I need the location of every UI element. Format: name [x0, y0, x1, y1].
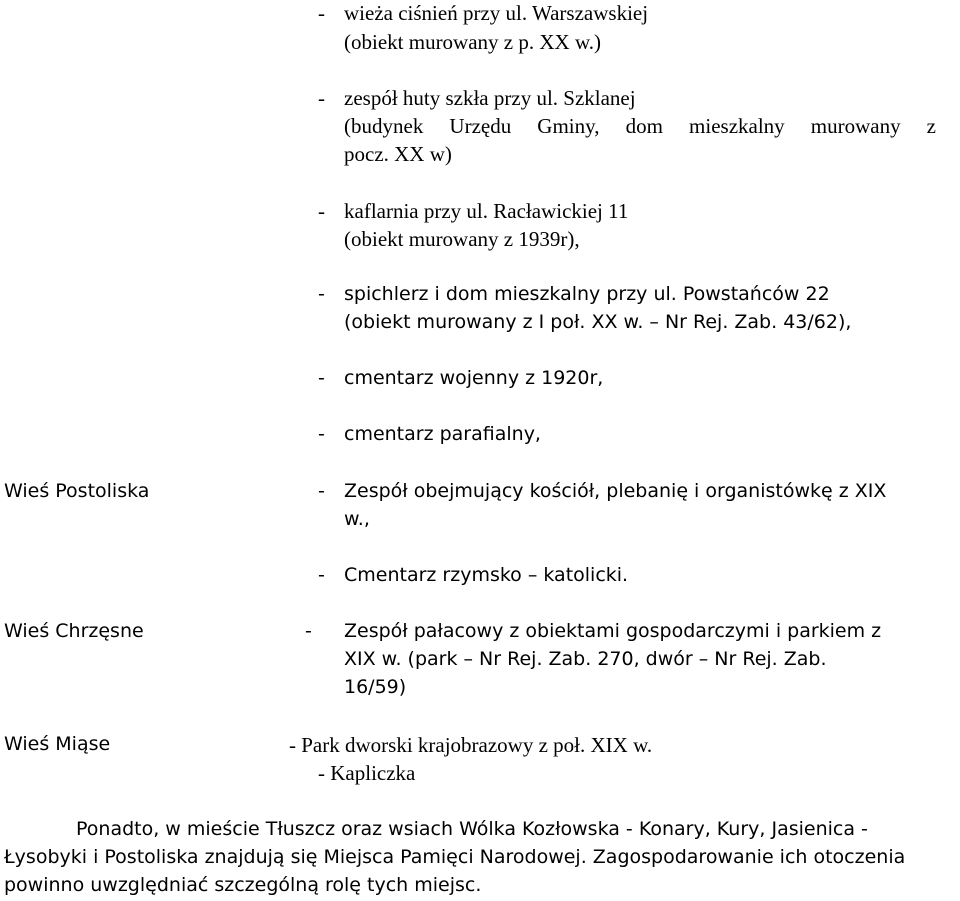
paragraph-line: Łysobyki i Postoliska znajdują się Miejsca Pamięci Narodowej. Zagospodarowanie ich otoczenia — [4, 846, 906, 868]
list-item-text: - Park dworski krajobrazowy z poł. XIX w. — [289, 733, 653, 757]
list-item-text: Cmentarz rzymsko – katolicki. — [344, 564, 629, 586]
village-name: Wieś Chrzęsne — [4, 620, 144, 642]
village-name: Wieś Postoliska — [4, 480, 150, 502]
list-dash: - — [318, 283, 325, 305]
village-name: Wieś Miąse — [4, 733, 111, 755]
list-item-text: pocz. XX w) — [344, 142, 452, 166]
list-item-text: cmentarz wojenny z 1920r, — [344, 367, 604, 389]
list-dash: - — [318, 480, 325, 502]
list-item-text: zespół huty szkła przy ul. Szklanej — [344, 86, 636, 110]
list-item-text: (obiekt murowany z I poł. XX w. – Nr Rej. Zab. 43/62), — [344, 311, 852, 333]
word: Urzędu — [449, 114, 512, 138]
list-dash: - — [318, 423, 325, 445]
paragraph-line: Ponadto, w mieście Tłuszcz oraz wsiach Wólka Kozłowska - Konary, Kury, Jasienica - — [76, 818, 868, 840]
list-item-text: kaflarnia przy ul. Racławickiej 11 — [344, 199, 629, 223]
list-item-text: XIX w. (park – Nr Rej. Zab. 270, dwór – Nr Rej. Zab. — [344, 648, 827, 670]
word: murowany — [810, 114, 901, 138]
list-item-text: 16/59) — [344, 676, 407, 698]
list-dash: - — [318, 367, 325, 389]
word: mieszkalny — [689, 114, 785, 138]
list-item-text: Zespół pałacowy z obiektami gospodarczymi i parkiem z — [344, 620, 882, 642]
list-item-text: (obiekt murowany z 1939r), — [344, 227, 580, 251]
list-item-text: wieża ciśnień przy ul. Warszawskiej — [344, 1, 649, 25]
word: (budynek — [344, 114, 424, 138]
list-item-text: w., — [344, 508, 370, 530]
list-item-text: Zespół obejmujący kościół, plebanię i organistówkę z XIX — [344, 480, 887, 502]
list-item-text: cmentarz parafialny, — [344, 423, 541, 445]
word: dom — [625, 114, 663, 138]
list-dash: - — [318, 199, 325, 223]
list-dash: - — [318, 564, 325, 586]
word: z — [926, 114, 936, 138]
list-item-text — [344, 116, 936, 137]
list-item-text: (obiekt murowany z p. XX w.) — [344, 30, 601, 54]
word: Gminy, — [537, 114, 600, 138]
list-dash: - — [318, 1, 325, 25]
list-item-text: - Kapliczka — [318, 761, 416, 785]
list-dash: - — [305, 620, 312, 642]
list-item-text: spichlerz i dom mieszkalny przy ul. Powstańców 22 — [344, 283, 830, 305]
paragraph-line: powinno uwzględniać szczególną rolę tych miejsc. — [4, 874, 482, 896]
list-dash: - — [318, 86, 325, 110]
